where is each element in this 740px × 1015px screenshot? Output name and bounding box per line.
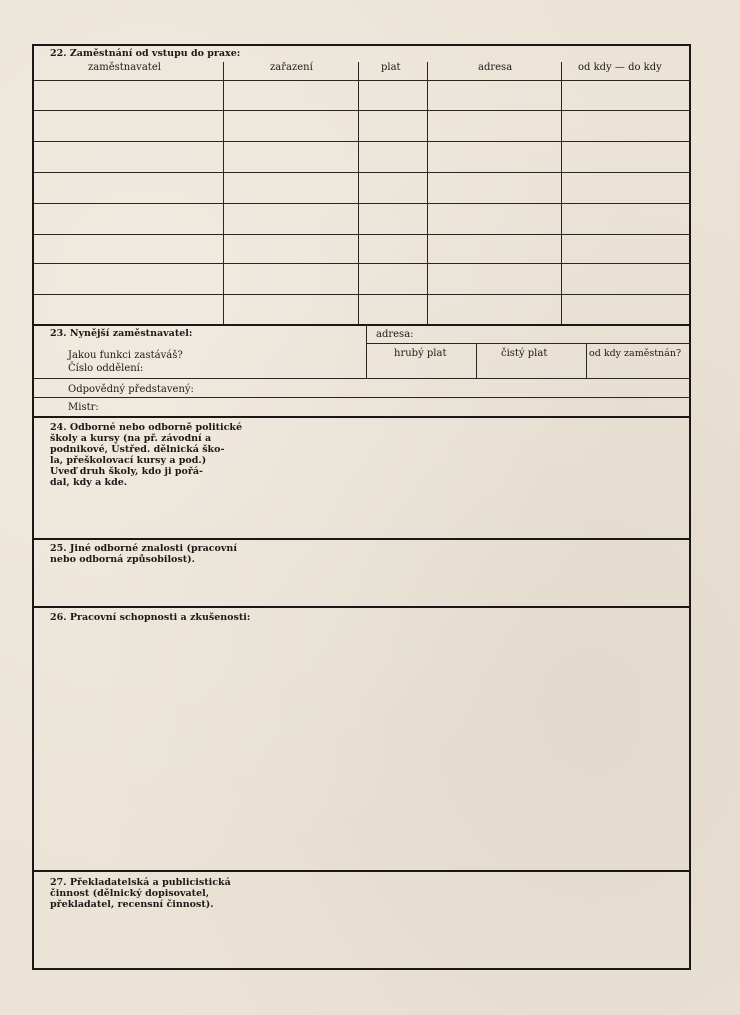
section-24-title: 24. Odborné nebo odborně politické školy a kursy (na př. závodní a podnikové, Ústřed. dělnická ško- la, přeškolovací kursy a pod.) Uveď druh školy, kdo ji pořá- dal, kdy a kde. <box>50 422 243 488</box>
section-divider-23 <box>34 324 691 326</box>
row-line <box>34 172 691 173</box>
section-25-title: 25. Jiné odborné znalosti (pracovní nebo odborná způsobilost). <box>50 543 237 565</box>
section-22-title: 22. Zaměstnání od vstupu do praxe: <box>50 48 241 59</box>
col-line-3 <box>427 62 428 324</box>
row-line <box>34 234 691 235</box>
label-gross-salary: hrubý plat <box>394 348 447 359</box>
row-line <box>34 263 691 264</box>
row-line <box>34 203 691 204</box>
s23-row-line <box>34 397 691 398</box>
label-address: adresa: <box>376 329 414 340</box>
section-23-title: 23. Nynější zaměstnavatel: <box>50 328 193 339</box>
column-header-position: zařazení <box>270 62 313 73</box>
row-line <box>34 141 691 142</box>
form-frame <box>32 44 691 970</box>
column-header-salary: plat <box>381 62 401 73</box>
row-line <box>34 110 691 111</box>
label-foreman: Mistr: <box>68 402 99 413</box>
section-divider-25 <box>34 538 691 540</box>
row-line <box>34 294 691 295</box>
s23-col-line-2 <box>476 343 477 378</box>
section-divider-27 <box>34 870 691 872</box>
column-header-employer: zaměstnavatel <box>88 62 161 73</box>
section-26-title: 26. Pracovní schopnosti a zkušenosti: <box>50 612 251 623</box>
label-department: Číslo oddělení: <box>68 363 144 374</box>
label-net-salary: čistý plat <box>501 348 548 359</box>
label-responsible-superior: Odpovědný představený: <box>68 384 194 395</box>
col-line-1 <box>223 62 224 324</box>
column-header-address: adresa <box>478 62 513 73</box>
section-divider-24 <box>34 416 691 418</box>
col-line-4 <box>561 62 562 324</box>
section-27-title: 27. Překladatelská a publicistická činnost (dělnický dopisovatel, překladatel, recensní činnost). <box>50 877 231 910</box>
s23-col-line-1 <box>366 326 367 378</box>
col-line-2 <box>358 62 359 324</box>
label-function: Jakou funkci zastáváš? <box>68 350 183 361</box>
section-divider-26 <box>34 606 691 608</box>
label-employed-since: od kdy zaměstnán? <box>589 348 682 359</box>
s23-row-line <box>34 378 691 379</box>
s23-row-line <box>366 343 691 344</box>
row-line-header <box>34 80 691 81</box>
column-header-period: od kdy — do kdy <box>578 62 662 73</box>
s23-col-line-3 <box>586 343 587 378</box>
